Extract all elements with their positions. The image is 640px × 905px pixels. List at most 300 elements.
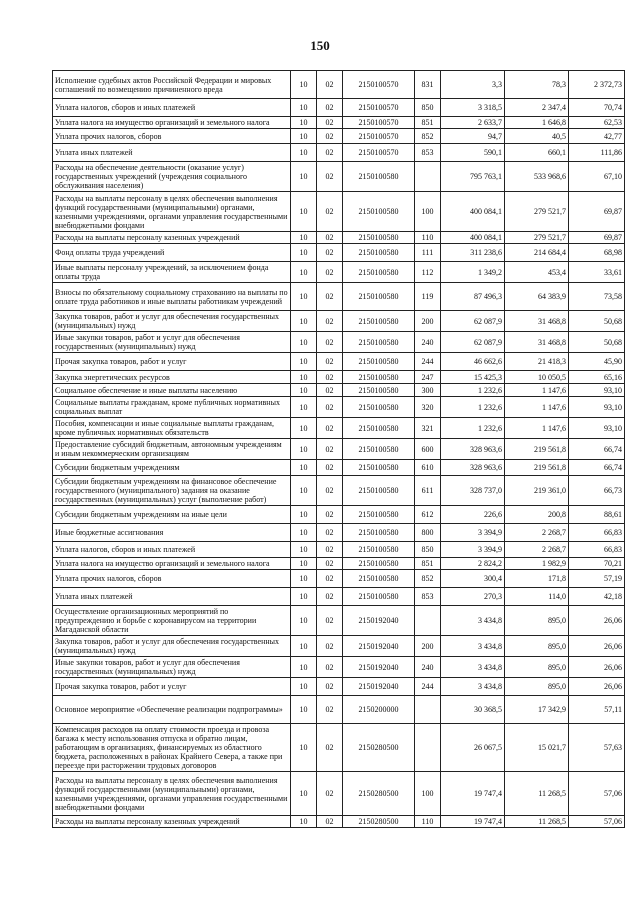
row-name: Уплата налогов, сборов и иных платежей [53,542,291,558]
approved-amount: 87 496,3 [441,283,505,311]
expense-type-code: 321 [415,418,441,439]
execution-percent: 111,86 [569,144,625,162]
table-row [53,192,625,232]
expense-type-code: 850 [415,542,441,558]
row-name: Расходы на обеспечение деятельности (оказание услуг) государственных учреждений (учреждения социального обслуживания населения) [53,162,291,192]
execution-percent: 57,06 [569,816,625,828]
approved-amount: 26 067,5 [441,724,505,772]
budget-table [52,70,625,828]
executed-amount: 11 268,5 [505,816,569,828]
row-name: Уплата иных платежей [53,144,291,162]
subsection-code: 02 [317,439,343,460]
executed-amount: 15 021,7 [505,724,569,772]
execution-percent: 68,98 [569,244,625,262]
subsection-code: 02 [317,506,343,524]
target-article-code: 2150280500 [343,772,415,816]
expense-type-code: 612 [415,506,441,524]
expense-type-code: 852 [415,570,441,588]
target-article-code: 2150100580 [343,353,415,371]
subsection-code: 02 [317,262,343,283]
execution-percent: 42,77 [569,129,625,144]
execution-percent: 50,68 [569,311,625,332]
subsection-code: 02 [317,558,343,570]
section-code: 10 [291,244,317,262]
subsection-code: 02 [317,192,343,232]
executed-amount: 1 147,6 [505,397,569,418]
expense-type-code: 110 [415,232,441,244]
table-row [53,558,625,570]
execution-percent: 57,19 [569,570,625,588]
subsection-code: 02 [317,244,343,262]
table-row [53,570,625,588]
subsection-code: 02 [317,724,343,772]
subsection-code: 02 [317,524,343,542]
table-row [53,606,625,636]
table-row [53,397,625,418]
subsection-code: 02 [317,542,343,558]
row-name: Осуществление организационных мероприятий по предупреждению и борьбе с коронавирусом на территории Магаданской области [53,606,291,636]
approved-amount: 94,7 [441,129,505,144]
execution-percent: 70,21 [569,558,625,570]
target-article-code: 2150100580 [343,311,415,332]
row-name: Социальные выплаты гражданам, кроме публичных нормативных социальных выплат [53,397,291,418]
target-article-code: 2150100570 [343,144,415,162]
row-name: Иные закупки товаров, работ и услуг для обеспечения государственных (муниципальных) нужд [53,657,291,678]
execution-percent: 93,10 [569,397,625,418]
executed-amount: 21 418,3 [505,353,569,371]
execution-percent: 45,90 [569,353,625,371]
subsection-code: 02 [317,71,343,99]
section-code: 10 [291,588,317,606]
approved-amount: 590,1 [441,144,505,162]
section-code: 10 [291,772,317,816]
approved-amount: 400 084,1 [441,232,505,244]
expense-type-code: 240 [415,332,441,353]
row-name: Закупка товаров, работ и услуг для обеспечения государственных (муниципальных) нужд [53,311,291,332]
target-article-code: 2150100580 [343,570,415,588]
approved-amount: 15 425,3 [441,371,505,384]
expense-type-code [415,606,441,636]
execution-percent: 26,06 [569,636,625,657]
section-code: 10 [291,606,317,636]
table-row [53,99,625,117]
table-row [53,772,625,816]
row-name: Исполнение судебных актов Российской Федерации и мировых соглашений по возмещению причиненного вреда [53,71,291,99]
target-article-code: 2150100580 [343,192,415,232]
target-article-code: 2150100580 [343,506,415,524]
expense-type-code [415,696,441,724]
expense-type-code: 831 [415,71,441,99]
subsection-code: 02 [317,606,343,636]
target-article-code: 2150100580 [343,262,415,283]
section-code: 10 [291,439,317,460]
target-article-code: 2150280500 [343,816,415,828]
table-row [53,524,625,542]
approved-amount: 1 349,2 [441,262,505,283]
expense-type-code: 247 [415,371,441,384]
executed-amount: 64 383,9 [505,283,569,311]
executed-amount: 279 521,7 [505,232,569,244]
expense-type-code: 853 [415,588,441,606]
section-code: 10 [291,117,317,129]
table-row [53,117,625,129]
subsection-code: 02 [317,353,343,371]
table-row [53,232,625,244]
execution-percent: 57,63 [569,724,625,772]
expense-type-code: 600 [415,439,441,460]
target-article-code: 2150192040 [343,606,415,636]
execution-percent: 57,06 [569,772,625,816]
row-name: Компенсация расходов на оплату стоимости проезда и провоза багажа к месту использования отпуска и обратно лицам, работающим в организациях, финансируемых из областного бюджета, расположенных в районах Крайнего Севера, а также при переезде при расторжении трудовых договоров [53,724,291,772]
table-row [53,657,625,678]
executed-amount: 78,3 [505,71,569,99]
table-row [53,476,625,506]
section-code: 10 [291,371,317,384]
table-row [53,460,625,476]
execution-percent: 67,10 [569,162,625,192]
approved-amount: 3 434,8 [441,678,505,696]
approved-amount: 1 232,6 [441,397,505,418]
subsection-code: 02 [317,570,343,588]
approved-amount: 1 232,6 [441,418,505,439]
subsection-code: 02 [317,332,343,353]
target-article-code: 2150100580 [343,162,415,192]
subsection-code: 02 [317,678,343,696]
expense-type-code: 119 [415,283,441,311]
table-row [53,311,625,332]
expense-type-code: 852 [415,129,441,144]
expense-type-code [415,724,441,772]
approved-amount: 19 747,4 [441,816,505,828]
subsection-code: 02 [317,129,343,144]
execution-percent: 57,11 [569,696,625,724]
row-name: Фонд оплаты труда учреждений [53,244,291,262]
expense-type-code: 853 [415,144,441,162]
subsection-code: 02 [317,144,343,162]
row-name: Социальное обеспечение и иные выплаты населению [53,384,291,397]
executed-amount: 31 468,8 [505,311,569,332]
section-code: 10 [291,558,317,570]
row-name: Расходы на выплаты персоналу в целях обеспечения выполнения функций государственными (муниципальными) органами, казенными учреждениями, органами управления государственными внебюджетными фондами [53,772,291,816]
expense-type-code: 851 [415,558,441,570]
executed-amount: 214 684,4 [505,244,569,262]
section-code: 10 [291,232,317,244]
execution-percent: 66,83 [569,542,625,558]
target-article-code: 2150100580 [343,332,415,353]
subsection-code: 02 [317,117,343,129]
subsection-code: 02 [317,636,343,657]
executed-amount: 279 521,7 [505,192,569,232]
table-row [53,332,625,353]
row-name: Расходы на выплаты персоналу в целях обеспечения выполнения функций государственными (муниципальными) органами, казенными учреждениями, органами управления государственными внебюджетными фондами [53,192,291,232]
subsection-code: 02 [317,397,343,418]
row-name: Субсидии бюджетным учреждениям [53,460,291,476]
expense-type-code: 850 [415,99,441,117]
subsection-code: 02 [317,460,343,476]
table-row [53,696,625,724]
expense-type-code: 100 [415,192,441,232]
section-code: 10 [291,724,317,772]
subsection-code: 02 [317,371,343,384]
target-article-code: 2150100580 [343,244,415,262]
table-row [53,353,625,371]
target-article-code: 2150100580 [343,476,415,506]
executed-amount: 2 268,7 [505,542,569,558]
approved-amount: 226,6 [441,506,505,524]
approved-amount: 30 368,5 [441,696,505,724]
section-code: 10 [291,657,317,678]
section-code: 10 [291,162,317,192]
execution-percent: 73,58 [569,283,625,311]
executed-amount: 1 147,6 [505,418,569,439]
row-name: Пособия, компенсации и иные социальные выплаты гражданам, кроме публичных нормативных обязательств [53,418,291,439]
execution-percent: 50,68 [569,332,625,353]
table-row [53,162,625,192]
target-article-code: 2150100580 [343,232,415,244]
expense-type-code [415,162,441,192]
section-code: 10 [291,636,317,657]
section-code: 10 [291,384,317,397]
execution-percent: 66,74 [569,460,625,476]
expense-type-code: 800 [415,524,441,542]
approved-amount: 3 434,8 [441,636,505,657]
target-article-code: 2150192040 [343,657,415,678]
executed-amount: 200,8 [505,506,569,524]
approved-amount: 2 824,2 [441,558,505,570]
table-row [53,418,625,439]
section-code: 10 [291,283,317,311]
target-article-code: 2150192040 [343,678,415,696]
row-name: Расходы на выплаты персоналу казенных учреждений [53,232,291,244]
approved-amount: 3 394,9 [441,524,505,542]
subsection-code: 02 [317,772,343,816]
execution-percent: 2 372,73 [569,71,625,99]
target-article-code: 2150100580 [343,524,415,542]
target-article-code: 2150100570 [343,99,415,117]
approved-amount: 2 633,7 [441,117,505,129]
target-article-code: 2150100580 [343,418,415,439]
row-name: Закупка энергетических ресурсов [53,371,291,384]
expense-type-code: 851 [415,117,441,129]
executed-amount: 453,4 [505,262,569,283]
target-article-code: 2150280500 [343,724,415,772]
target-article-code: 2150100570 [343,117,415,129]
executed-amount: 40,5 [505,129,569,144]
subsection-code: 02 [317,384,343,397]
executed-amount: 2 347,4 [505,99,569,117]
subsection-code: 02 [317,476,343,506]
approved-amount: 1 232,6 [441,384,505,397]
approved-amount: 328 737,0 [441,476,505,506]
expense-type-code: 244 [415,678,441,696]
section-code: 10 [291,460,317,476]
subsection-code: 02 [317,283,343,311]
table-row [53,262,625,283]
section-code: 10 [291,678,317,696]
subsection-code: 02 [317,696,343,724]
subsection-code: 02 [317,418,343,439]
execution-percent: 66,74 [569,439,625,460]
section-code: 10 [291,144,317,162]
expense-type-code: 100 [415,772,441,816]
section-code: 10 [291,542,317,558]
section-code: 10 [291,192,317,232]
executed-amount: 31 468,8 [505,332,569,353]
table-row [53,506,625,524]
section-code: 10 [291,262,317,283]
table-row [53,636,625,657]
row-name: Уплата прочих налогов, сборов [53,570,291,588]
approved-amount: 328 963,6 [441,460,505,476]
executed-amount: 660,1 [505,144,569,162]
approved-amount: 62 087,9 [441,311,505,332]
table-row [53,244,625,262]
execution-percent: 26,06 [569,606,625,636]
section-code: 10 [291,353,317,371]
section-code: 10 [291,311,317,332]
approved-amount: 311 238,6 [441,244,505,262]
section-code: 10 [291,570,317,588]
executed-amount: 10 050,5 [505,371,569,384]
approved-amount: 3 434,8 [441,606,505,636]
executed-amount: 1 982,9 [505,558,569,570]
execution-percent: 62,53 [569,117,625,129]
approved-amount: 46 662,6 [441,353,505,371]
table-row [53,283,625,311]
section-code: 10 [291,524,317,542]
executed-amount: 1 646,8 [505,117,569,129]
target-article-code: 2150100580 [343,588,415,606]
section-code: 10 [291,71,317,99]
target-article-code: 2150192040 [343,636,415,657]
execution-percent: 88,61 [569,506,625,524]
approved-amount: 62 087,9 [441,332,505,353]
table-row [53,678,625,696]
row-name: Иные бюджетные ассигнования [53,524,291,542]
execution-percent: 69,87 [569,232,625,244]
section-code: 10 [291,696,317,724]
table-body [53,71,625,828]
row-name: Уплата прочих налогов, сборов [53,129,291,144]
table-row [53,816,625,828]
target-article-code: 2150200000 [343,696,415,724]
section-code: 10 [291,418,317,439]
table-row [53,144,625,162]
expense-type-code: 200 [415,311,441,332]
executed-amount: 895,0 [505,657,569,678]
table-row [53,371,625,384]
executed-amount: 17 342,9 [505,696,569,724]
executed-amount: 219 361,0 [505,476,569,506]
execution-percent: 33,61 [569,262,625,283]
target-article-code: 2150100580 [343,384,415,397]
table-row [53,129,625,144]
target-article-code: 2150100580 [343,542,415,558]
row-name: Иные выплаты персоналу учреждений, за исключением фонда оплаты труда [53,262,291,283]
row-name: Основное мероприятие «Обеспечение реализации подпрограммы» [53,696,291,724]
approved-amount: 3 394,9 [441,542,505,558]
expense-type-code: 112 [415,262,441,283]
section-code: 10 [291,129,317,144]
expense-type-code: 200 [415,636,441,657]
approved-amount: 300,4 [441,570,505,588]
row-name: Взносы по обязательному социальному страхованию на выплаты по оплате труда работников и иные выплаты работникам учреждений [53,283,291,311]
target-article-code: 2150100570 [343,71,415,99]
executed-amount: 895,0 [505,606,569,636]
expense-type-code: 110 [415,816,441,828]
expense-type-code: 244 [415,353,441,371]
subsection-code: 02 [317,232,343,244]
row-name: Закупка товаров, работ и услуг для обеспечения государственных (муниципальных) нужд [53,636,291,657]
row-name: Уплата налога на имущество организаций и земельного налога [53,117,291,129]
execution-percent: 66,83 [569,524,625,542]
expense-type-code: 320 [415,397,441,418]
row-name: Расходы на выплаты персоналу казенных учреждений [53,816,291,828]
execution-percent: 70,74 [569,99,625,117]
section-code: 10 [291,332,317,353]
row-name: Субсидии бюджетным учреждениям на иные цели [53,506,291,524]
approved-amount: 19 747,4 [441,772,505,816]
target-article-code: 2150100580 [343,371,415,384]
execution-percent: 26,06 [569,678,625,696]
execution-percent: 42,18 [569,588,625,606]
expense-type-code: 610 [415,460,441,476]
target-article-code: 2150100570 [343,129,415,144]
executed-amount: 171,8 [505,570,569,588]
expense-type-code: 611 [415,476,441,506]
row-name: Уплата налогов, сборов и иных платежей [53,99,291,117]
row-name: Иные закупки товаров, работ и услуг для обеспечения государственных (муниципальных) нужд [53,332,291,353]
subsection-code: 02 [317,99,343,117]
section-code: 10 [291,476,317,506]
subsection-code: 02 [317,816,343,828]
expense-type-code: 300 [415,384,441,397]
approved-amount: 3 318,5 [441,99,505,117]
row-name: Прочая закупка товаров, работ и услуг [53,353,291,371]
row-name: Уплата иных платежей [53,588,291,606]
target-article-code: 2150100580 [343,460,415,476]
section-code: 10 [291,99,317,117]
expense-type-code: 111 [415,244,441,262]
executed-amount: 11 268,5 [505,772,569,816]
page-number: 150 [310,38,330,53]
executed-amount: 219 561,8 [505,460,569,476]
execution-percent: 93,10 [569,384,625,397]
approved-amount: 270,3 [441,588,505,606]
row-name: Прочая закупка товаров, работ и услуг [53,678,291,696]
approved-amount: 3 434,8 [441,657,505,678]
executed-amount: 219 561,8 [505,439,569,460]
target-article-code: 2150100580 [343,397,415,418]
table-row [53,542,625,558]
executed-amount: 1 147,6 [505,384,569,397]
table-row [53,439,625,460]
target-article-code: 2150100580 [343,558,415,570]
executed-amount: 533 968,6 [505,162,569,192]
approved-amount: 328 963,6 [441,439,505,460]
execution-percent: 93,10 [569,418,625,439]
target-article-code: 2150100580 [343,439,415,460]
executed-amount: 895,0 [505,636,569,657]
row-name: Уплата налога на имущество организаций и земельного налога [53,558,291,570]
executed-amount: 2 268,7 [505,524,569,542]
target-article-code: 2150100580 [343,283,415,311]
execution-percent: 26,06 [569,657,625,678]
row-name: Предоставление субсидий бюджетным, автономным учреждениям и иным некоммерческим организациям [53,439,291,460]
subsection-code: 02 [317,588,343,606]
approved-amount: 795 763,1 [441,162,505,192]
table-row [53,724,625,772]
